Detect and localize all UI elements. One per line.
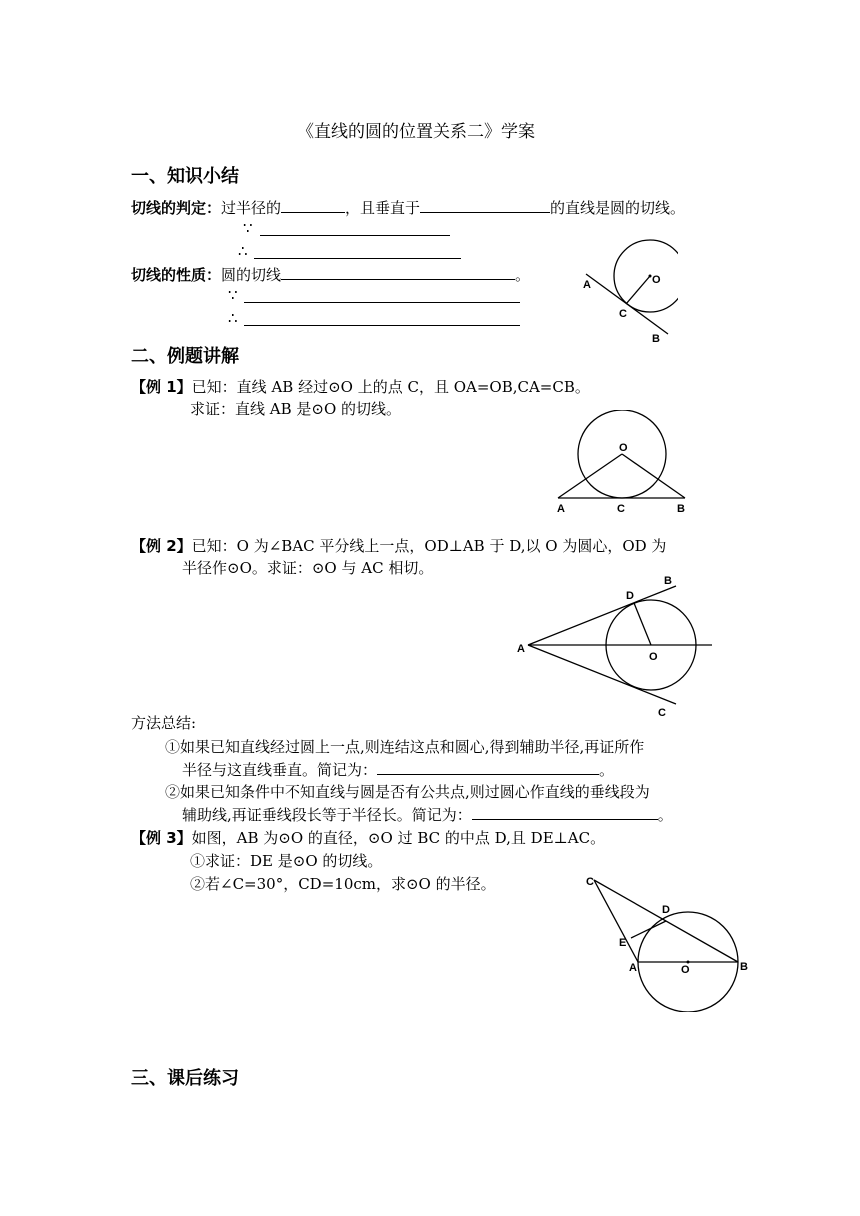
example-1-given-text: 已知：直线 AB 经过⊙O 上的点 C，且 OA=OB,CA=CB。 [191,378,590,396]
section-heading-3: 三、课后练习 [131,1068,239,1089]
blank-1[interactable] [281,198,345,213]
example-1-tag: 【例 1】 [131,378,192,396]
label-A: A [517,643,525,655]
segment-OD [634,603,651,645]
blank-3[interactable] [260,235,450,236]
blank-7[interactable] [244,325,520,326]
example-1-given [131,377,590,397]
method-2-line-2 [182,805,673,825]
method-1-line-2 [182,760,614,780]
because-symbol-2: ∵ [228,286,238,304]
tangent-judgement [131,198,685,218]
segment-DE [631,921,666,938]
figure-example-2 [514,570,714,720]
property-label: 切线的性质： [131,266,222,284]
example-2-given [131,536,666,556]
method-summary-label: 方法总结: [131,714,197,732]
blank-6[interactable] [244,302,520,303]
therefore-symbol-2: ∴ [228,309,238,327]
label-B: B [664,575,672,587]
label-O: O [619,442,628,454]
property-end: 。 [515,266,531,284]
method-2-period: 。 [657,806,673,824]
label-D: D [626,590,634,602]
label-B: B [677,503,685,515]
section-heading-2: 二、例题讲解 [131,346,239,367]
label-C: C [658,707,666,719]
label-A: A [583,279,591,291]
page-title: 《直线的圆的位置关系二》学案 [297,122,535,142]
judgement-text-c: 的直线是圆的切线。 [550,199,686,217]
radius [626,276,650,304]
therefore-symbol-1: ∴ [238,242,248,260]
example-3-tag: 【例 3】 [131,829,192,847]
example-3-question-2: ②若∠C=30°，CD=10cm，求⊙O 的半径。 [190,875,496,893]
blank-5[interactable] [281,265,515,280]
method-2-text: 辅助线,再证垂线段长等于半径长。简记为： [182,806,472,824]
label-B: B [740,961,748,973]
label-E: E [619,937,627,949]
ray-AB [528,586,676,645]
label-D: D [662,904,670,916]
label-A: A [557,503,565,515]
label-O: O [652,274,661,286]
example-2-text: 已知：O 为∠BAC 平分线上一点，OD⊥AB 于 D,以 O 为圆心，OD 为 [191,537,667,555]
method-2-line-1: ②如果已知条件中不知直线与圆是否有公共点,则过圆心作直线的垂线段为 [165,783,650,801]
tangent-property [131,265,530,285]
label-C: C [617,503,625,515]
label-O: O [681,964,690,976]
example-3-given [131,828,605,848]
judgement-text-a: 过半径的 [221,199,282,217]
blank-2[interactable] [420,198,550,213]
blank-8[interactable] [377,760,599,775]
example-3-text: 如图，AB 为⊙O 的直径，⊙O 过 BC 的中点 D,且 DE⊥AC。 [191,829,606,847]
judgement-label: 切线的判定： [131,199,222,217]
blank-9[interactable] [472,805,658,820]
label-A: A [629,962,637,974]
label-C: C [619,308,627,320]
method-1-text: 半径与这直线垂直。简记为： [182,761,378,779]
because-symbol-1: ∵ [243,219,253,237]
blank-4[interactable] [254,258,461,259]
figure-example-1 [553,410,693,516]
example-2-tag: 【例 2】 [131,537,192,555]
method-1-line-1: ①如果已知直线经过圆上一点,则连结这点和圆心,得到辅助半径,再证所作 [165,738,645,756]
example-3-question-1: ①求证：DE 是⊙O 的切线。 [190,852,383,870]
property-text: 圆的切线 [221,266,282,284]
label-C: C [586,876,594,888]
segment-OA [558,454,622,498]
section-heading-1: 一、知识小结 [131,166,239,187]
label-B: B [652,333,660,345]
example-1-prove: 求证：直线 AB 是⊙O 的切线。 [190,400,402,418]
figure-example-3 [582,872,754,1012]
segment-OB [622,454,685,498]
example-2-line-2: 半径作⊙O。求证：⊙O 与 AC 相切。 [182,559,434,577]
label-O: O [649,651,658,663]
judgement-text-b: ，且垂直于 [345,199,421,217]
method-1-period: 。 [599,761,615,779]
figure-tangent-property [578,236,678,348]
